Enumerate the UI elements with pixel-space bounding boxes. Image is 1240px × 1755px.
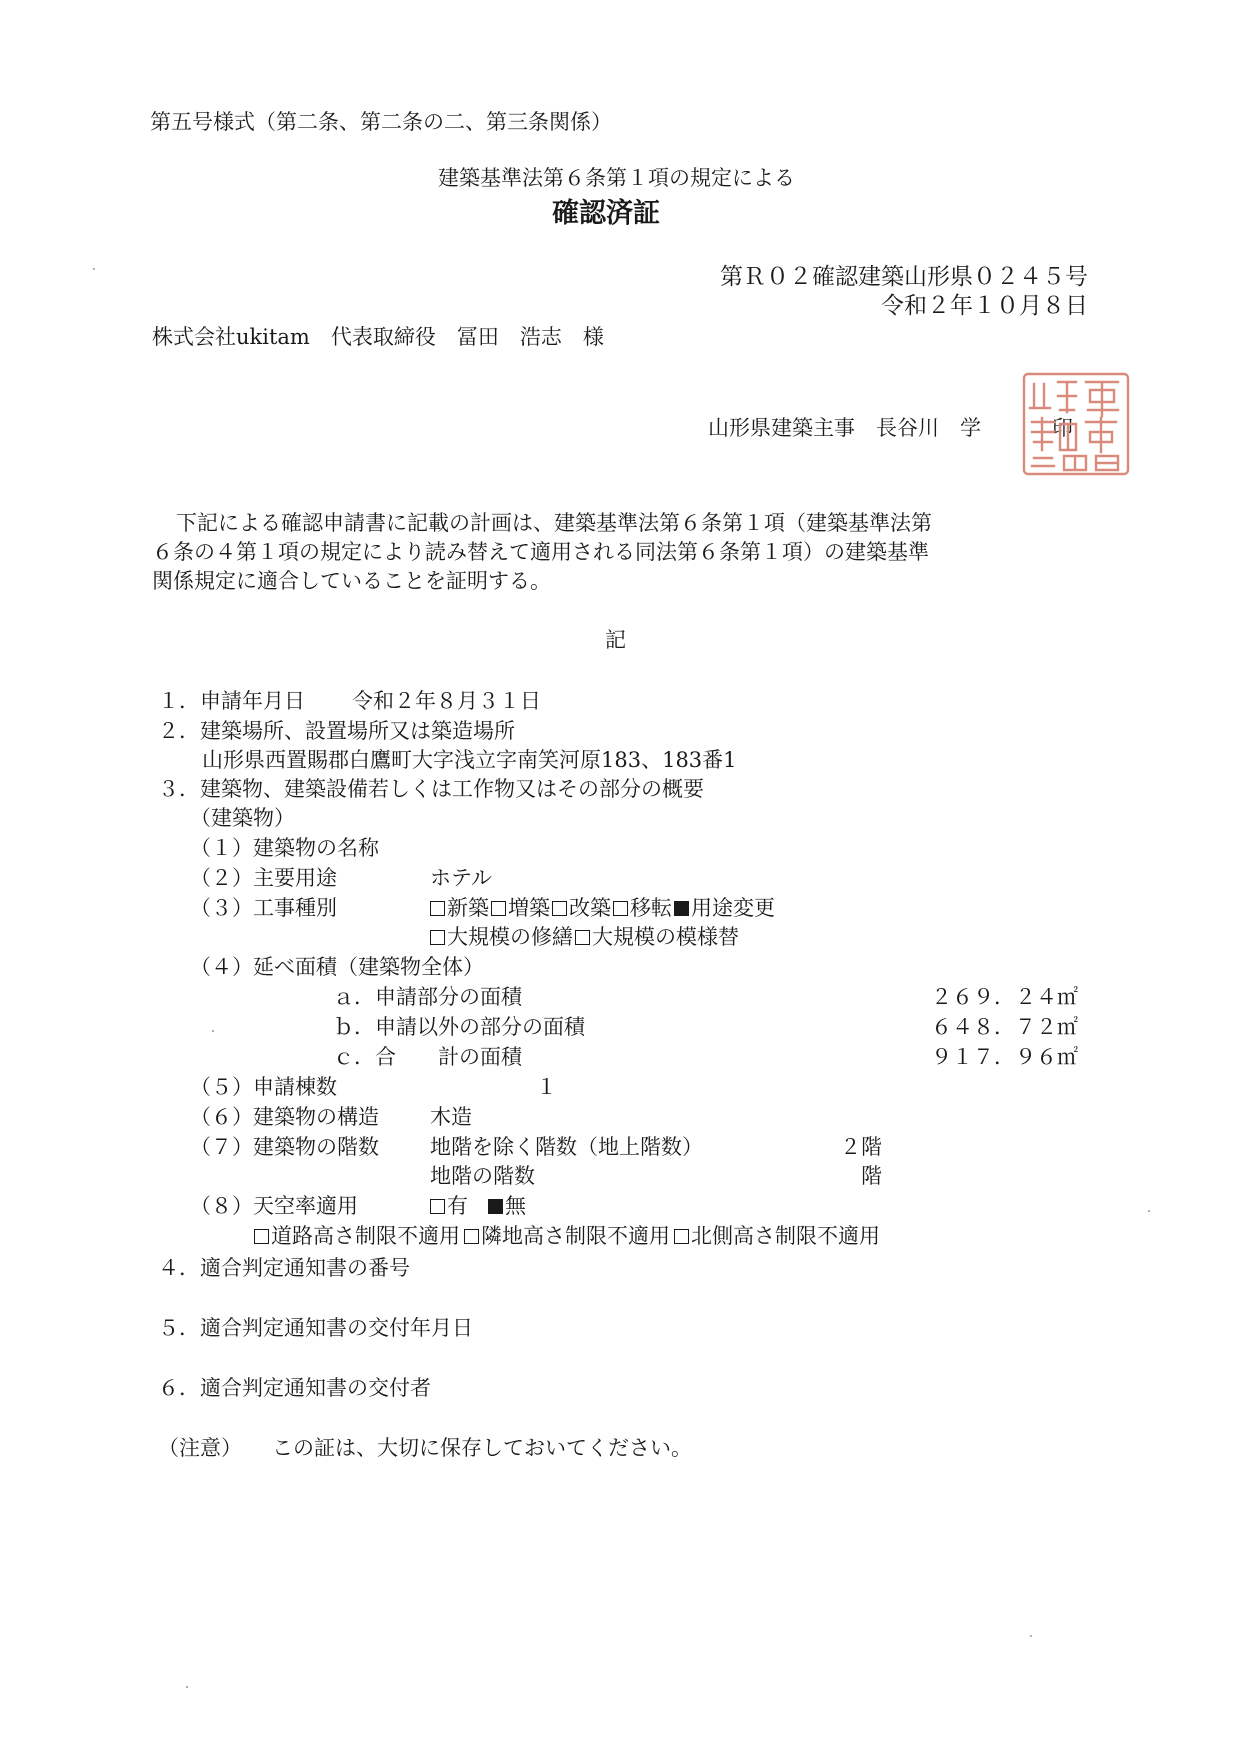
item6-label: ６．適合判定通知書の交付者 xyxy=(158,1376,431,1400)
floors-below-label: 地階の階数 xyxy=(430,1164,535,1188)
scan-speck xyxy=(212,1030,214,1032)
official-seal xyxy=(1020,370,1132,478)
sky-ratio-label: （８）天空率適用 xyxy=(190,1194,358,1218)
item1-label: １．申請年月日 xyxy=(158,689,305,713)
building-name-label: （１）建築物の名称 xyxy=(190,836,379,860)
empty-box-icon xyxy=(674,1229,689,1244)
item1-value: 令和２年８月３１日 xyxy=(352,689,541,713)
scan-speck xyxy=(93,268,95,270)
floor-area-b-value: ６４８．７２㎡ xyxy=(931,1015,1078,1039)
empty-box-icon xyxy=(430,901,445,916)
note-label: （注意） xyxy=(158,1436,242,1460)
floors-label: （７）建築物の階数 xyxy=(190,1135,379,1159)
checkbox-label: 道路高さ制限不適用 xyxy=(271,1224,460,1248)
empty-box-icon xyxy=(613,901,628,916)
checkbox-label: 用途変更 xyxy=(691,896,775,920)
floors-below-value: 階 xyxy=(861,1164,882,1188)
empty-box-icon xyxy=(575,930,590,945)
issuer-seal-label: 印 xyxy=(1052,416,1073,440)
checkbox-label: 大規模の修繕 xyxy=(447,925,573,949)
checkbox-label: 無 xyxy=(505,1194,526,1218)
checkbox-label: 新築 xyxy=(447,896,489,920)
floors-above-label: 地階を除く階数（地上階数） xyxy=(430,1135,703,1159)
buildings-count-value: １ xyxy=(536,1075,557,1099)
structure-value: 木造 xyxy=(430,1105,472,1129)
checkbox-label: 改築 xyxy=(569,896,611,920)
checkbox-label: 隣地高さ制限不適用 xyxy=(481,1224,670,1248)
checkbox-label: 移転 xyxy=(630,896,672,920)
item3-label: ３．建築物、建築設備若しくは工作物又はその部分の概要 xyxy=(158,777,704,801)
empty-box-icon xyxy=(491,901,506,916)
empty-box-icon xyxy=(430,930,445,945)
checkbox-option xyxy=(575,927,739,948)
issue-date: 令和２年１０月８日 xyxy=(881,293,1088,319)
addressee: 株式会社ukitam 代表取締役 冨田 浩志 様 xyxy=(152,325,604,349)
checkbox-label: 大規模の模様替 xyxy=(592,925,739,949)
scan-speck xyxy=(1148,1210,1150,1212)
body-line-1: 下記による確認申請書に記載の計画は、建築基準法第６条第１項（建築基準法第 xyxy=(176,511,932,535)
item2-label: ２．建築場所、設置場所又は築造場所 xyxy=(158,719,515,743)
checkbox-label: 北側高さ制限不適用 xyxy=(691,1224,880,1248)
note-text: この証は、大切に保存しておいてください。 xyxy=(272,1436,692,1460)
empty-box-icon xyxy=(552,901,567,916)
page-title: 確認済証 xyxy=(552,198,660,229)
empty-box-icon xyxy=(430,1199,445,1214)
sky-ratio-choice xyxy=(430,1196,526,1217)
floor-area-c-value: ９１７．９６㎡ xyxy=(931,1045,1078,1069)
subtitle: 建築基準法第６条第１項の規定による xyxy=(438,166,795,190)
scan-speck xyxy=(186,1686,188,1688)
floors-above-value: ２階 xyxy=(840,1135,882,1159)
checkbox-label: 増築 xyxy=(508,896,550,920)
main-use-label: （２）主要用途 xyxy=(190,866,337,890)
checkbox-option xyxy=(674,1226,880,1247)
floor-area-label: （４）延べ面積（建築物全体） xyxy=(190,955,484,979)
empty-box-icon xyxy=(464,1229,479,1244)
ki-heading: 記 xyxy=(605,628,626,652)
sky-ratio-yes xyxy=(430,1196,468,1217)
cert-number: 第Ｒ０２確認建築山形県０２４５号 xyxy=(720,264,1088,290)
item2-value: 山形県西置賜郡白鷹町大字浅立字南笑河原183、183番1 xyxy=(202,748,737,772)
floor-area-a-value: ２６９．２４㎡ xyxy=(931,985,1078,1009)
checkbox-label: 有 xyxy=(447,1194,468,1218)
scan-speck xyxy=(1030,1635,1032,1637)
main-use-value: ホテル xyxy=(430,866,492,890)
work-type-row1 xyxy=(430,898,775,919)
height-limit-options xyxy=(254,1226,880,1247)
form-label: 第五号様式（第二条、第二条の二、第三条関係） xyxy=(150,110,612,134)
floor-area-a-label: ａ．申請部分の面積 xyxy=(333,985,522,1009)
floor-area-b-label: ｂ．申請以外の部分の面積 xyxy=(333,1015,585,1039)
work-type-label: （３）工事種別 xyxy=(190,896,337,920)
body-line-2: ６条の４第１項の規定により読み替えて適用される同法第６条第１項）の建築基準 xyxy=(152,540,929,564)
item5-label: ５．適合判定通知書の交付年月日 xyxy=(158,1316,473,1340)
checkbox-option xyxy=(491,898,550,919)
checked-box-icon xyxy=(488,1199,503,1214)
sky-ratio-no xyxy=(488,1196,526,1217)
checkbox-option xyxy=(430,898,489,919)
work-type-row2 xyxy=(430,927,739,948)
floor-area-c-label: ｃ．合 計の面積 xyxy=(333,1045,522,1069)
item3-category: （建築物） xyxy=(190,806,295,830)
checkbox-option xyxy=(613,898,672,919)
checkbox-option xyxy=(464,1226,670,1247)
checkbox-option xyxy=(674,898,775,919)
body-line-3: 関係規定に適合していることを証明する。 xyxy=(152,569,551,593)
empty-box-icon xyxy=(254,1229,269,1244)
item4-label: ４．適合判定通知書の番号 xyxy=(158,1256,410,1280)
checkbox-option xyxy=(552,898,611,919)
issuer: 山形県建築主事 長谷川 学 xyxy=(708,416,981,440)
checkbox-option xyxy=(254,1226,460,1247)
buildings-count-label: （５）申請棟数 xyxy=(190,1075,337,1099)
checkbox-option xyxy=(430,927,573,948)
structure-label: （６）建築物の構造 xyxy=(190,1105,379,1129)
checked-box-icon xyxy=(674,901,689,916)
